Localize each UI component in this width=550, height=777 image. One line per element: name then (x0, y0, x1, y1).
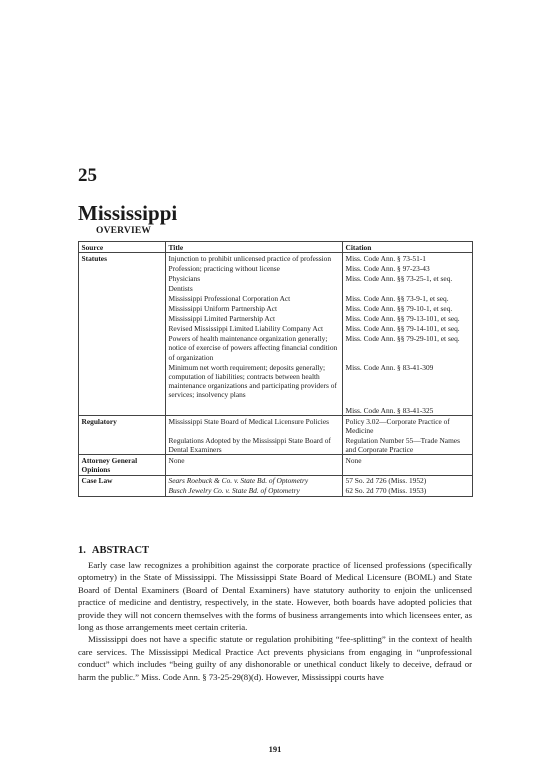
cell-title: Powers of health maintenance organization generally; notice of exercise of powers affecting financial condition of organization (166, 334, 343, 362)
cell-citation: Miss. Code Ann. §§ 79-10-1, et seq. (343, 304, 473, 314)
column-header-source: Source (79, 242, 166, 253)
cell-source: Regulatory (79, 416, 166, 436)
column-header-citation: Citation (343, 242, 473, 253)
table-row (79, 263, 473, 273)
paragraph: Mississippi does not have a specific statute or regulation prohibiting “fee-splitting” in the context of health care services. The Mississippi Medical Practice Act prevents physicians from engaging in “unprofessional conduct” which includes “being guilty of any dishonorable or unethical conduct likely to deceive, defraud or harm the public.” Miss. Code Ann. § 73-25-29(8)(d). However, Mississippi courts have (78, 634, 472, 682)
cell-citation: None (343, 455, 473, 475)
cell-title: Busch Jewelry Co. v. State Bd. of Optometry (166, 486, 343, 497)
cell-source: Case Law (79, 475, 166, 486)
cell-source (79, 293, 166, 303)
cell-title: Minimum net worth requirement; deposits generally; computation of liabilities; contracts between health maintenance organizations and participating providers of services; insolvency plans (166, 362, 343, 399)
cell-source: Statutes (79, 253, 166, 264)
cell-title: Dentists (166, 283, 343, 293)
cell-citation: Miss. Code Ann. § 97-23-43 (343, 263, 473, 273)
table-row (79, 314, 473, 324)
overview-table-header (79, 242, 473, 253)
cell-title: Revised Mississippi Limited Liability Company Act (166, 324, 343, 334)
section-heading (78, 544, 149, 557)
table-row (79, 273, 473, 283)
table-row (79, 324, 473, 334)
cell-citation: Miss. Code Ann. §§ 79-13-101, et seq. (343, 314, 473, 324)
section-number: 1. (78, 545, 86, 556)
cell-source (79, 324, 166, 334)
table-row (79, 334, 473, 362)
cell-citation: Miss. Code Ann. §§ 73-25-1, et seq. (343, 273, 473, 283)
cell-citation: Miss. Code Ann. §§ 73-9-1, et seq. (343, 293, 473, 303)
table-row (79, 435, 473, 455)
table-row (79, 486, 473, 497)
cell-title: Regulations Adopted by the Mississippi State Board of Dental Examiners (166, 435, 343, 455)
cell-citation: 57 So. 2d 726 (Miss. 1952) (343, 475, 473, 486)
cell-source (79, 435, 166, 455)
table-row (79, 400, 473, 416)
cell-citation: 62 So. 2d 770 (Miss. 1953) (343, 486, 473, 497)
table-row (79, 362, 473, 399)
table-row (79, 416, 473, 436)
cell-citation (343, 283, 473, 293)
table-row (79, 475, 473, 486)
paragraph: Early case law recognizes a prohibition against the corporate practice of licensed professions (specifically optometry) in the State of Mississippi. The Mississippi State Board of Medical Licensure (BOML) and State Board of Dental Examiners (Board of Dental Examiners) have statutory authority to enjoin the unlicensed practice of medicine and dentistry, respectively, in the state. However, both boards have adopted policies that provide they will not concern themselves with the forms of business arrangements into which licensees enter, as long as those arrangements meet certain criteria. (78, 560, 472, 633)
cell-source (79, 304, 166, 314)
cell-citation: Miss. Code Ann. § 73-51-1 (343, 253, 473, 264)
cell-title: Sears Roebuck & Co. v. State Bd. of Optometry (166, 475, 343, 486)
body-text (78, 559, 472, 683)
table-row (79, 293, 473, 303)
cell-source (79, 334, 166, 362)
cell-citation: Miss. Code Ann. § 83-41-325 (343, 400, 473, 416)
cell-source (79, 400, 166, 416)
table-row (79, 283, 473, 293)
cell-citation: Regulation Number 55—Trade Names and Corporate Practice (343, 435, 473, 455)
cell-title: Mississippi Uniform Partnership Act (166, 304, 343, 314)
cell-title: Mississippi Professional Corporation Act (166, 293, 343, 303)
cell-citation: Miss. Code Ann. §§ 79-29-101, et seq. (343, 334, 473, 362)
overview-table (78, 241, 473, 497)
table-row (79, 253, 473, 264)
cell-source (79, 273, 166, 283)
cell-citation: Miss. Code Ann. §§ 79-14-101, et seq. (343, 324, 473, 334)
cell-title: Mississippi State Board of Medical Licensure Policies (166, 416, 343, 436)
cell-citation: Miss. Code Ann. § 83-41-309 (343, 362, 473, 399)
cell-title: None (166, 455, 343, 475)
cell-source (79, 263, 166, 273)
cell-citation: Policy 3.02—Corporate Practice of Medicine (343, 416, 473, 436)
cell-source (79, 362, 166, 399)
cell-source (79, 283, 166, 293)
chapter-number: 25 (78, 165, 97, 186)
overview-heading: OVERVIEW (96, 226, 152, 236)
table-row (79, 304, 473, 314)
page-number: 191 (268, 744, 282, 754)
cell-title: Profession; practicing without license (166, 263, 343, 273)
cell-title: Mississippi Limited Partnership Act (166, 314, 343, 324)
header-row (79, 242, 473, 253)
table-row (79, 455, 473, 475)
cell-source: Attorney General Opinions (79, 455, 166, 475)
cell-source (79, 314, 166, 324)
column-header-title: Title (166, 242, 343, 253)
overview-table-body (79, 253, 473, 497)
section-title: ABSTRACT (91, 545, 150, 556)
cell-title: Injunction to prohibit unlicensed practice of profession (166, 253, 343, 264)
cell-source (79, 486, 166, 497)
cell-title (166, 400, 343, 416)
cell-title: Physicians (166, 273, 343, 283)
chapter-title: Mississippi (78, 201, 178, 225)
